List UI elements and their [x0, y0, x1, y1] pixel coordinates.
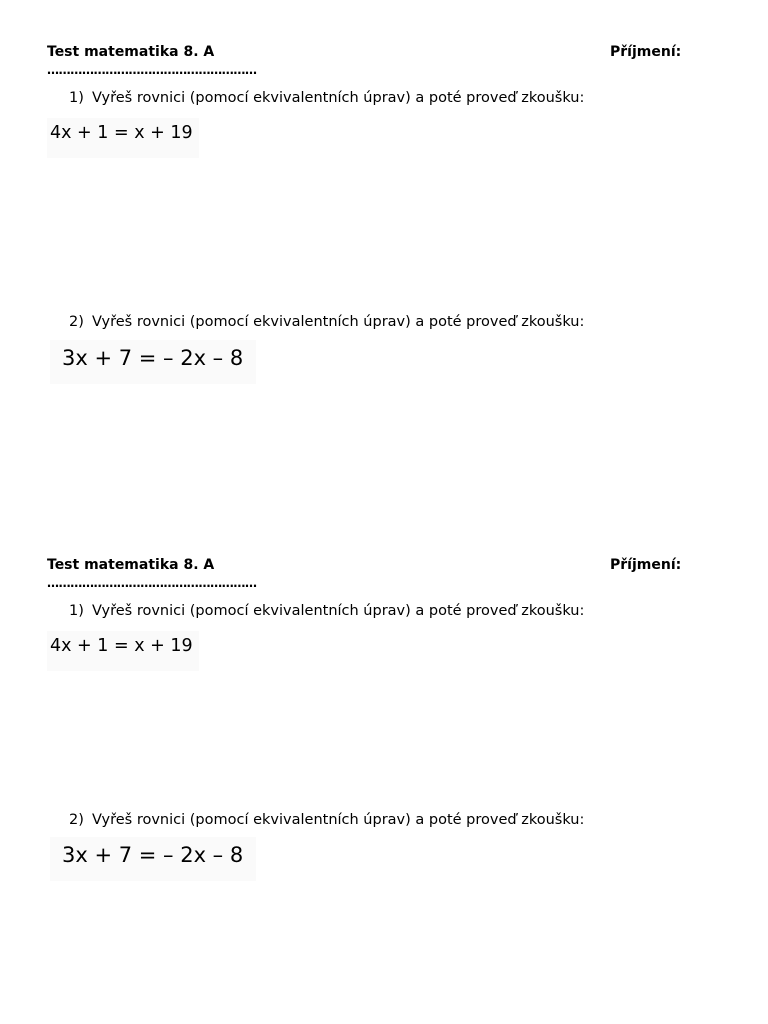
task-number: 2)	[69, 314, 84, 330]
task-1-instruction	[69, 602, 584, 620]
task-1-instruction	[69, 89, 584, 107]
name-dotted-line: ………………………………………………	[47, 576, 257, 590]
name-dotted-line: ………………………………………………	[47, 63, 257, 77]
task-text: Vyřeš rovnici (pomocí ekvivalentních úprav) a poté proveď zkoušku:	[92, 90, 585, 106]
task-1-equation-box	[47, 118, 199, 158]
task-number: 1)	[69, 603, 84, 619]
task-1-equation-box	[47, 631, 199, 671]
equation: 4x + 1 = x + 19	[50, 636, 193, 656]
task-number: 1)	[69, 90, 84, 106]
task-number: 2)	[69, 812, 84, 828]
equation: 3x + 7 = – 2x – 8	[62, 346, 244, 370]
task-2-instruction	[69, 811, 584, 829]
task-text: Vyřeš rovnici (pomocí ekvivalentních úprav) a poté proveď zkoušku:	[92, 812, 585, 828]
task-text: Vyřeš rovnici (pomocí ekvivalentních úprav) a poté proveď zkoušku:	[92, 314, 585, 330]
task-2-equation-box	[50, 837, 256, 881]
task-2-instruction	[69, 313, 584, 331]
surname-label: Příjmení:	[610, 44, 682, 60]
test-title: Test matematika 8. A	[47, 44, 215, 60]
surname-label: Příjmení:	[610, 557, 682, 573]
task-text: Vyřeš rovnici (pomocí ekvivalentních úprav) a poté proveď zkoušku:	[92, 603, 585, 619]
equation: 4x + 1 = x + 19	[50, 123, 193, 143]
test-sheet	[0, 0, 768, 500]
task-2-equation-box	[50, 340, 256, 384]
test-title: Test matematika 8. A	[47, 557, 215, 573]
test-sheet	[0, 513, 768, 1013]
equation: 3x + 7 = – 2x – 8	[62, 843, 244, 867]
